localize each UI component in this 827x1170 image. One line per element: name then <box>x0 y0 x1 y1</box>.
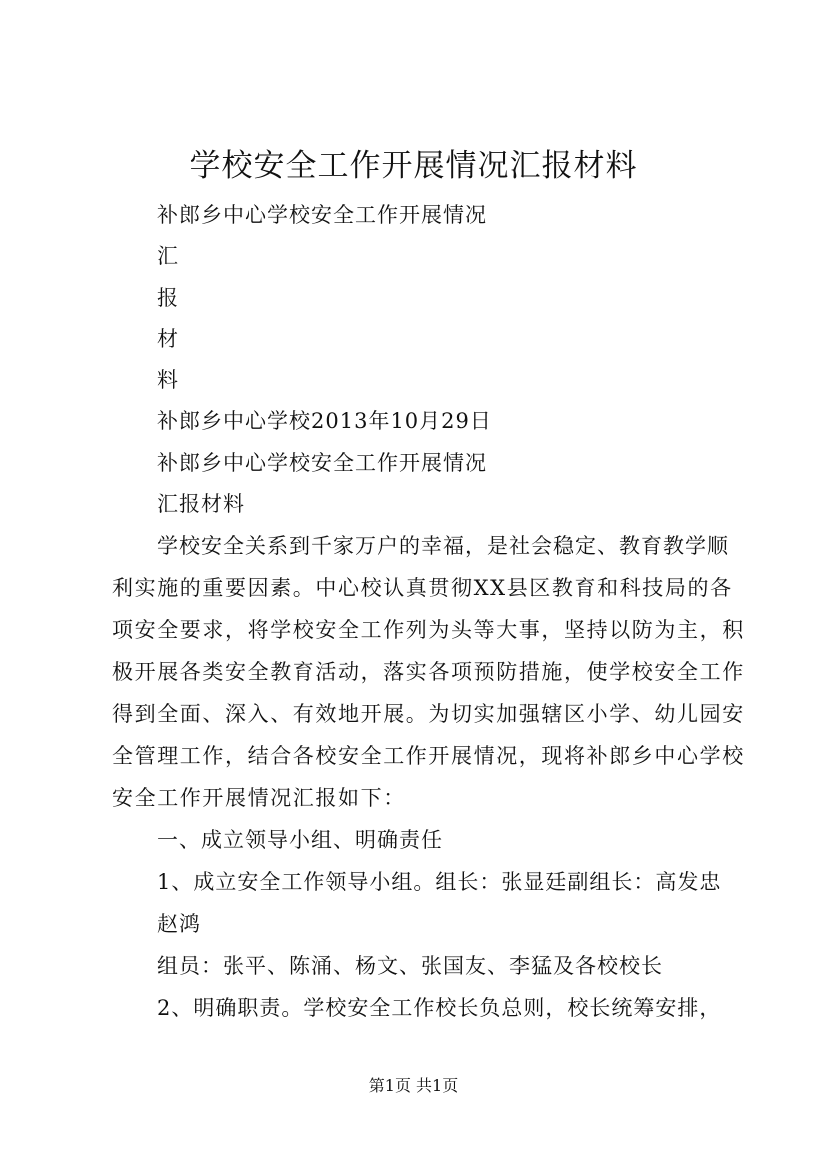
document-title: 学校安全工作开展情况汇报材料 <box>189 148 638 184</box>
section-heading: 一、成立领导小组、明确责任 <box>157 828 443 852</box>
paragraph-line: 项安全要求，将学校安全工作列为头等大事，坚持以防为主，积 <box>112 618 745 642</box>
subtitle-char: 材 <box>157 327 179 351</box>
subtitle-line: 补郎乡中心学校安全工作开展情况 <box>157 451 487 475</box>
paragraph-line: 2、明确职责。学校安全工作校长负总则，校长统筹安排， <box>157 996 722 1020</box>
paragraph-line: 安全工作开展情况汇报如下： <box>112 786 406 810</box>
paragraph-line: 极开展各类安全教育活动，落实各项预防措施，使学校安全工作 <box>112 660 745 684</box>
paragraph-line: 学校安全关系到千家万户的幸福，是社会稳定、教育教学顺 <box>157 534 729 558</box>
subtitle-line: 汇报材料 <box>157 492 245 516</box>
subtitle-char: 汇 <box>157 244 179 268</box>
paragraph-line: 得到全面、深入、有效地开展。为切实加强辖区小学、幼儿园安 <box>112 702 745 726</box>
subtitle-char: 报 <box>157 286 179 310</box>
subtitle-line: 补郎乡中心学校安全工作开展情况 <box>157 203 487 227</box>
paragraph-line: 全管理工作，结合各校安全工作开展情况，现将补郎乡中心学校 <box>112 744 745 768</box>
paragraph-line: 组员：张平、陈涌、杨文、张国友、李猛及各校校长 <box>157 954 663 978</box>
date-line: 补郎乡中心学校2013年10月29日 <box>157 409 492 433</box>
page-number: 第1页 共1页 <box>368 1076 459 1095</box>
paragraph-line: 1、成立安全工作领导小组。组长：张显廷副组长：高发忠 <box>157 870 722 894</box>
subtitle-char: 料 <box>157 368 179 392</box>
paragraph-line: 利实施的重要因素。中心校认真贯彻XX县区教育和科技局的各 <box>112 576 733 600</box>
paragraph-line: 赵鸿 <box>157 912 201 936</box>
